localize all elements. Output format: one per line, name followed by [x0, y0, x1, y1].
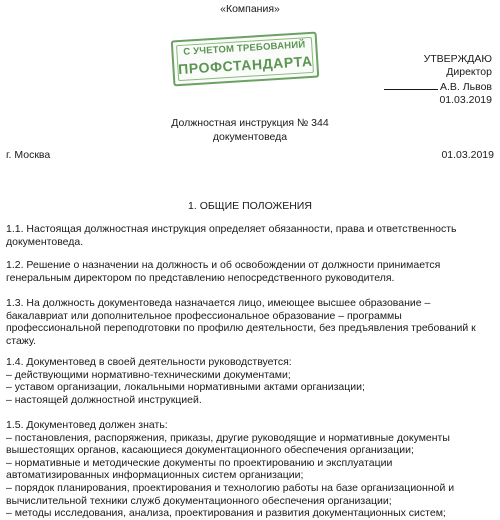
- approval-block: [384, 53, 492, 107]
- list-item: – уставом организации, локальными нормативными актами организации;: [6, 381, 365, 394]
- approval-signature-row: [384, 80, 492, 94]
- company-name: «Компания»: [220, 3, 280, 15]
- list-item: автоматизированных информационных систем организации;: [6, 469, 304, 482]
- paragraph-line: стажу.: [6, 334, 37, 347]
- list-item: – нормативные и методические документы по проектированию и эксплуатации: [6, 456, 393, 469]
- document-title: [0, 117, 500, 144]
- paragraph-line: 1.2. Решение о назначении на должность и об освобождении от должности принимается: [6, 259, 441, 271]
- profstandard-stamp: [171, 32, 320, 87]
- paragraph-1-4: [6, 356, 492, 406]
- document-title-line1: Должностная инструкция № 344: [171, 117, 329, 129]
- document-date: 01.03.2019: [441, 149, 494, 161]
- paragraph-line: 1.5. Документовед должен знать:: [6, 419, 168, 431]
- paragraph-line: генеральным директором по представлению непосредственного руководителя.: [6, 271, 395, 284]
- paragraph-line: 1.4. Документовед в своей деятельности руководствуется:: [6, 356, 292, 368]
- approval-date: 01.03.2019: [439, 93, 492, 106]
- paragraph-1-2: [6, 259, 492, 284]
- stamp-text-top: С УЧЕТОМ ТРЕБОВАНИЙ: [183, 39, 306, 58]
- list-item: вышестоящих органов, касающиеся документационного обеспечения организации;: [6, 444, 414, 457]
- list-item: – действующими нормативно-техническими документами;: [6, 368, 291, 381]
- paragraph-1-5: [6, 419, 492, 520]
- signature-line: [384, 80, 438, 90]
- document-title-line2: документоведа: [212, 130, 288, 143]
- paragraph-line: 1.3. На должность документоведа назначается лицо, имеющее высшее образование –: [6, 297, 431, 309]
- list-item: – методы исследования, анализа, проектирования и развития документационных систем;: [6, 507, 446, 520]
- paragraph-line: профессиональной переподготовки по профилю деятельности, без предъявления требований к: [6, 322, 476, 335]
- approval-name: А.В. Львов: [440, 80, 492, 93]
- paragraph-line: бакалавриат или дополнительное профессиональное образование – программы: [6, 309, 402, 322]
- list-item: – порядок планирования, проектирования и технологию работы на базе организационной и: [6, 481, 455, 494]
- paragraph-1-1: [6, 223, 492, 248]
- paragraph-line: 1.1. Настоящая должностная инструкция определяет обязанности, права и ответственность: [6, 223, 457, 235]
- section-heading: 1. ОБЩИЕ ПОЛОЖЕНИЯ: [188, 200, 312, 212]
- list-item: вычислительной техники служб документационного обеспечения организации;: [6, 494, 392, 507]
- paragraph-1-3: [6, 297, 492, 347]
- list-item: – настоящей должностной инструкцией.: [6, 393, 202, 406]
- list-item: – постановления, распоряжения, приказы, другие руководящие и нормативные документы: [6, 431, 450, 444]
- paragraph-line: документоведа.: [6, 235, 84, 248]
- stamp-text-main: ПРОФСТАНДАРТА: [177, 52, 313, 78]
- approval-title: УТВЕРЖДАЮ: [423, 53, 492, 65]
- document-city: г. Москва: [6, 149, 51, 161]
- approval-position: Директор: [446, 66, 492, 79]
